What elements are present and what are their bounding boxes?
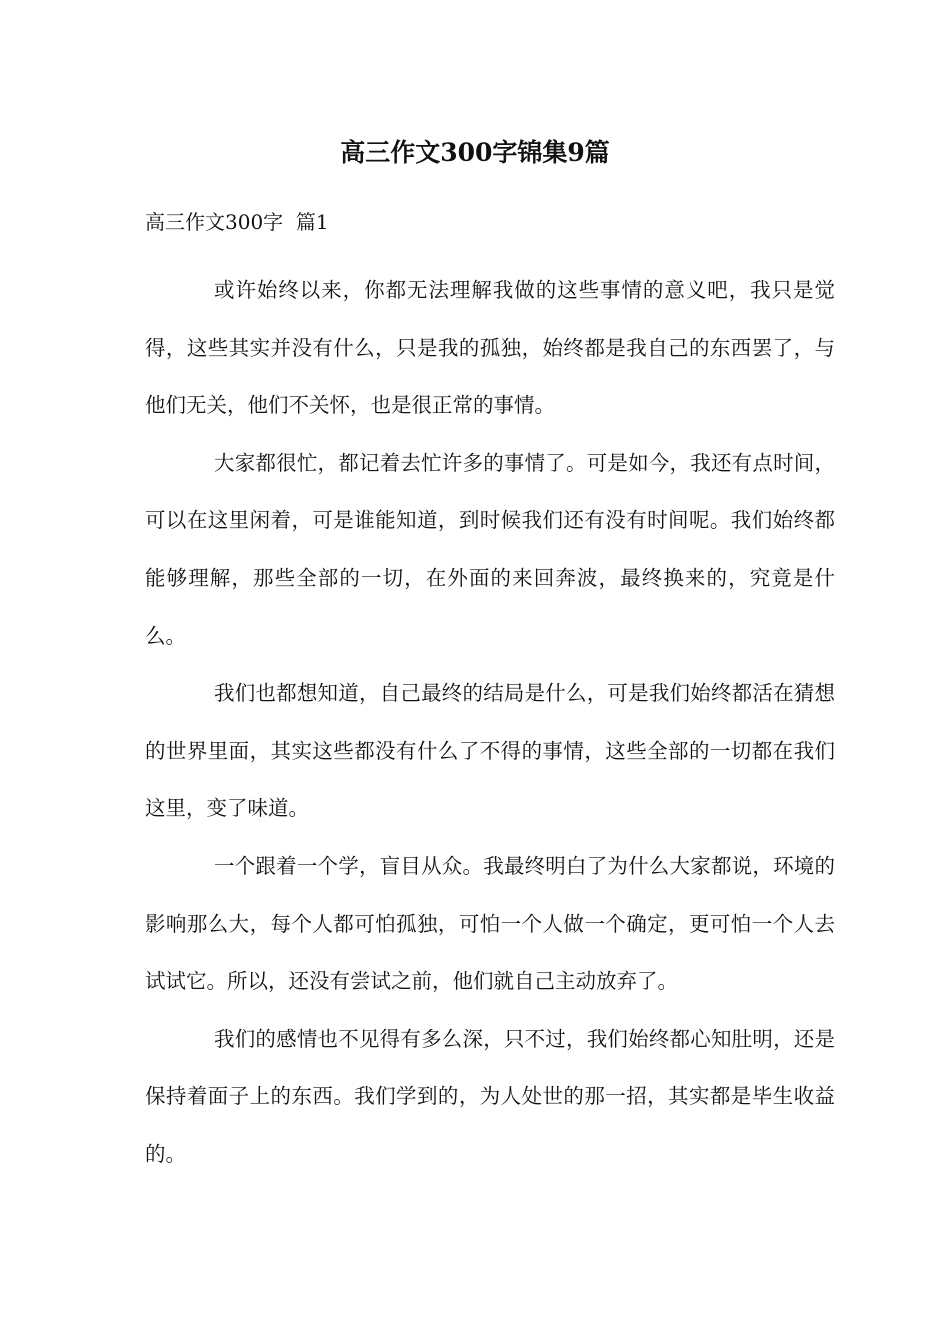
paragraph: 或许始终以来，你都无法理解我做的这些事情的意义吧，我只是觉得，这些其实并没有什么，只是我的孤独，始终都是我自己的东西罢了，与他们无关，他们不关怀，也是很正常的事情。	[145, 278, 835, 418]
paragraph: 我们的感情也不见得有多么深，只不过，我们始终都心知肚明，还是保持着面子上的东西。我们学到的，为人处世的那一招，其实都是毕生收益的。	[145, 1026, 835, 1166]
section-heading: 高三作文300字 篇1	[145, 210, 329, 234]
paragraph: 我们也都想知道，自己最终的结局是什么，可是我们始终都活在猜想的世界里面，其实这些都没有什么了不得的事情，这些全部的一切都在我们这里，变了味道。	[145, 681, 835, 821]
paragraph: 一个跟着一个学，盲目从众。我最终明白了为什么大家都说，环境的影响那么大，每个人都可怕孤独，可怕一个人做一个确定，更可怕一个人去试试它。所以，还没有尝试之前，他们就自己主动放弃了。	[145, 853, 835, 994]
document-body	[145, 262, 835, 1184]
document-title: 高三作文300字锦集9篇	[340, 138, 610, 167]
paragraph: 大家都很忙，都记着去忙许多的事情了。可是如今，我还有点时间，可以在这里闲着，可是谁能知道，到时候我们还有没有时间呢。我们始终都能够理解，那些全部的一切，在外面的来回奔波，最终换来的，究竟是什么。	[145, 450, 835, 648]
